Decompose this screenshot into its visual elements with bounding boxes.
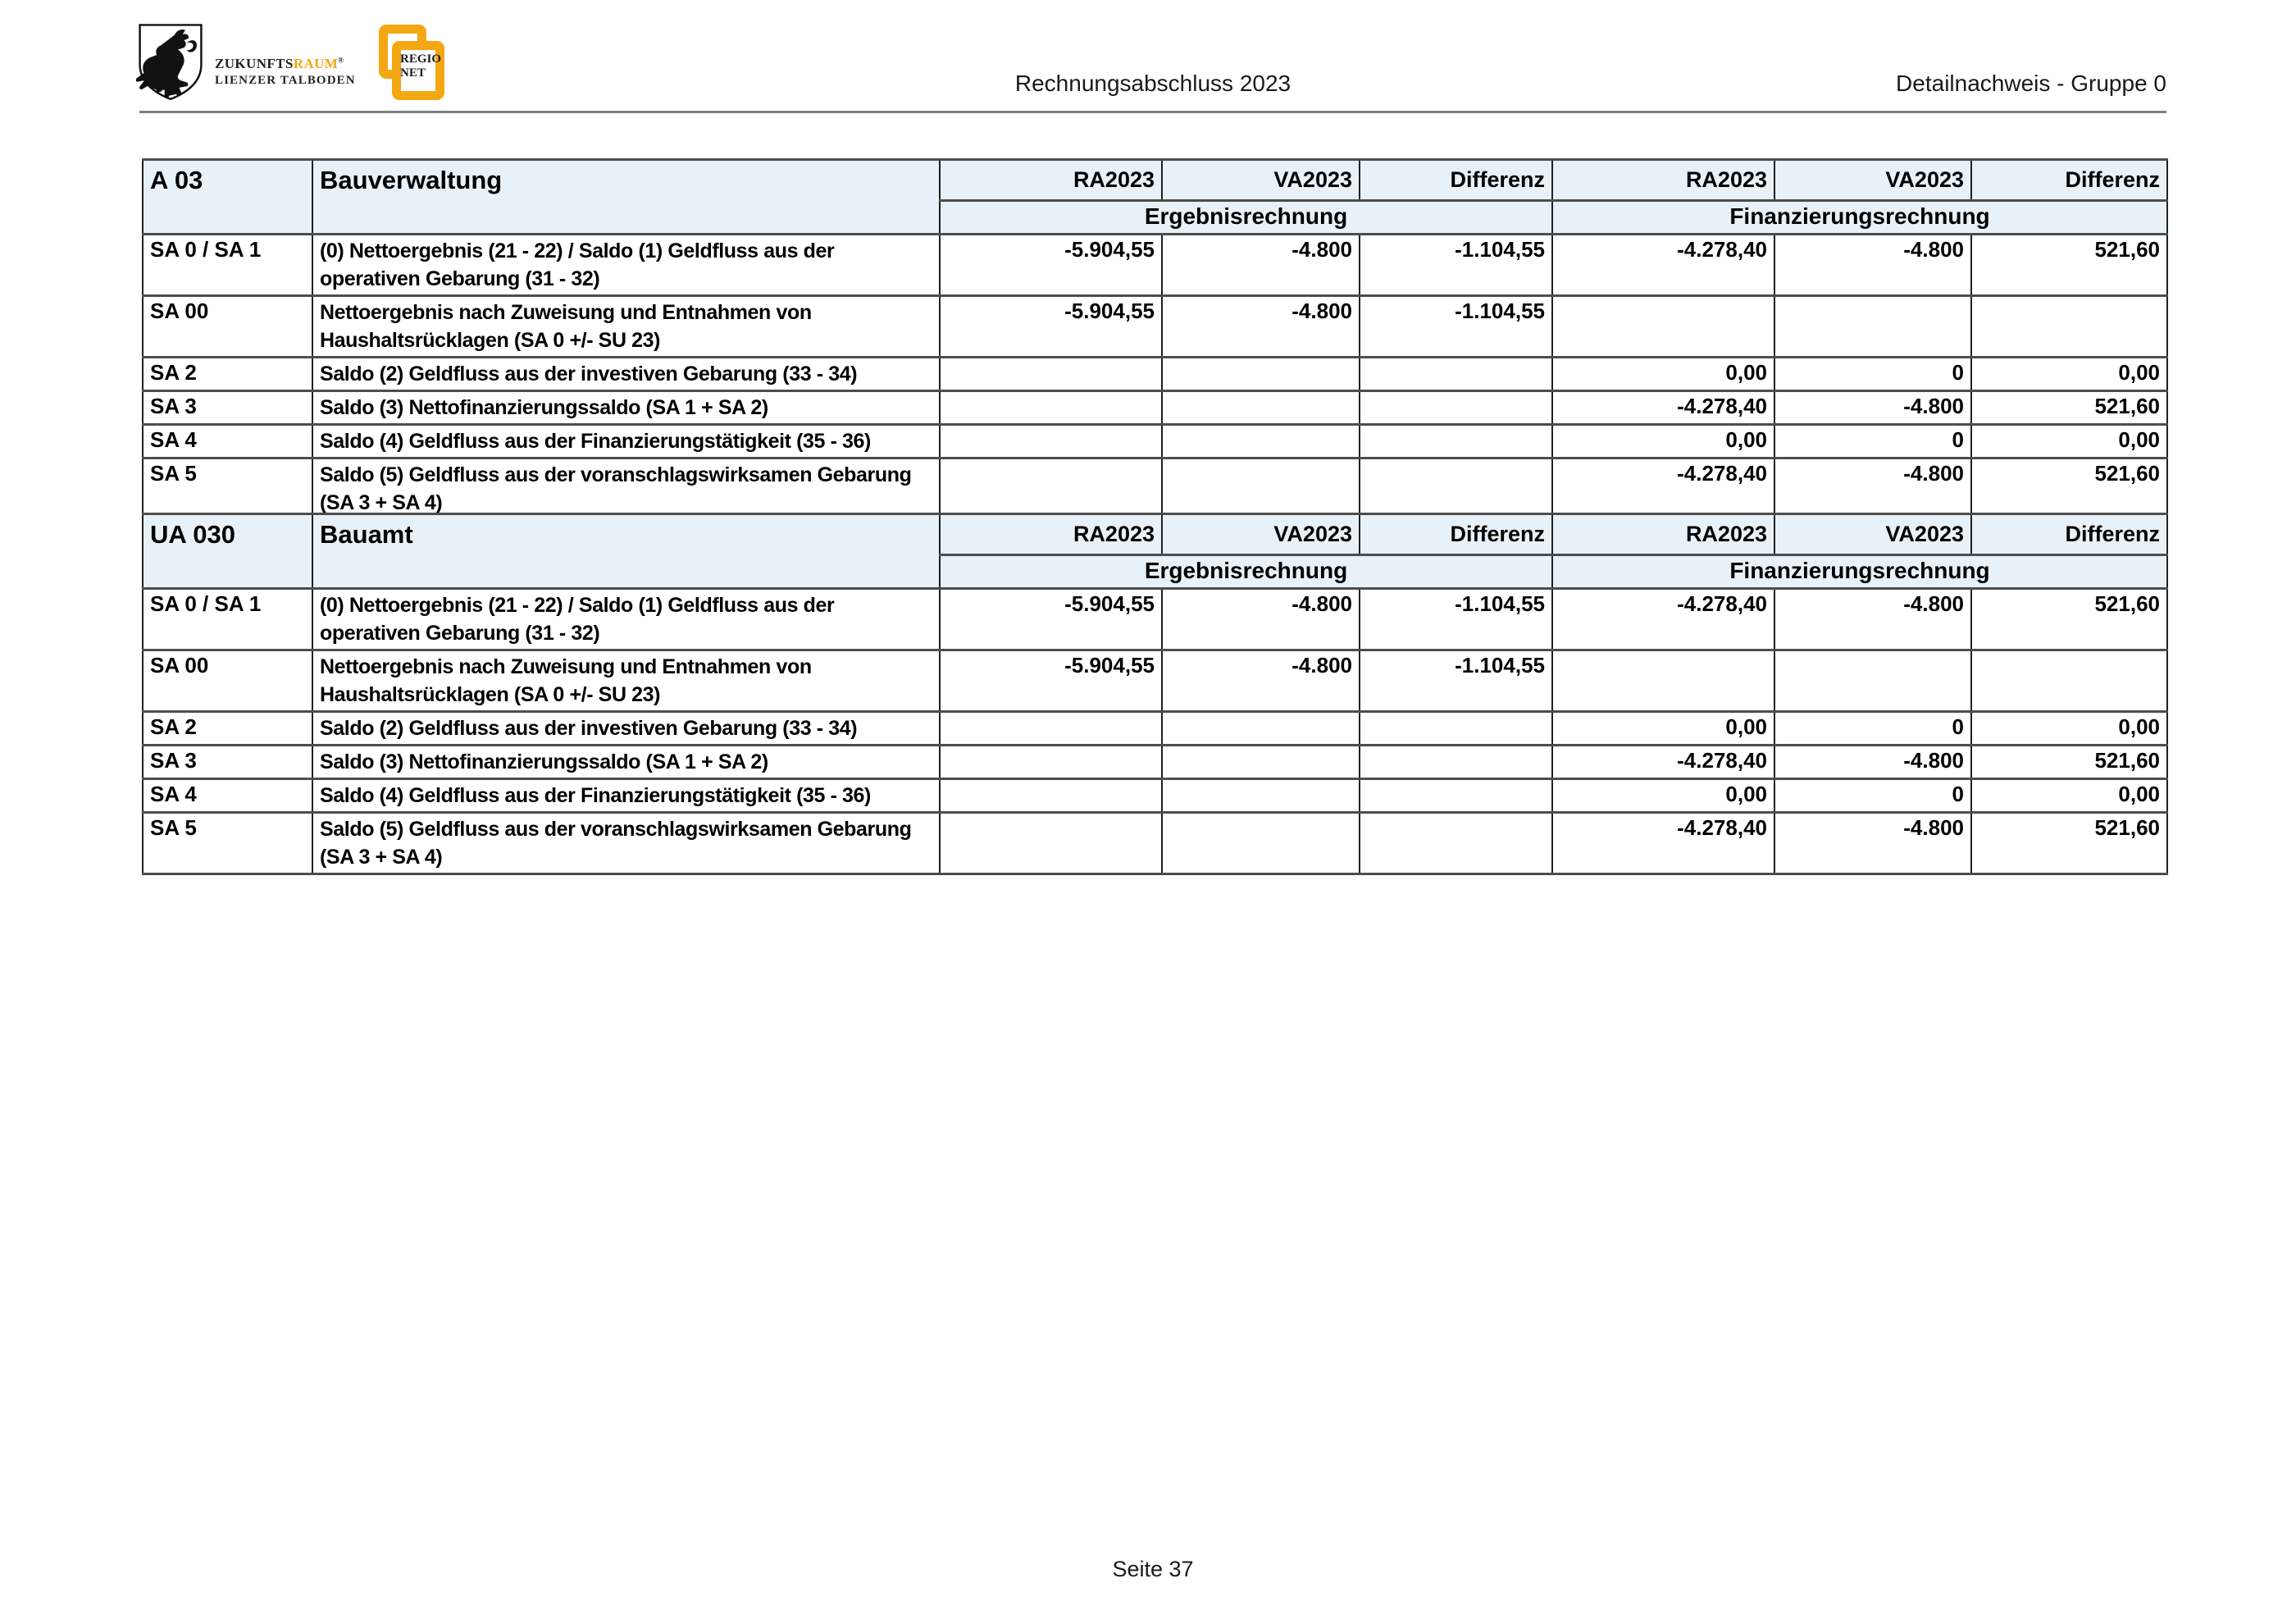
row-value: 521,60 [1971, 589, 2167, 650]
row-code: SA 5 [143, 813, 312, 874]
row-code: SA 4 [143, 779, 312, 813]
group-header-ergebnis: Ergebnisrechnung [940, 555, 1552, 589]
row-value: 521,60 [1971, 235, 2167, 296]
table-row [143, 746, 2167, 779]
row-value [940, 391, 1162, 425]
row-desc: Saldo (2) Geldfluss aus der investiven Gebarung (33 - 34) [312, 358, 940, 391]
col-header: RA2023 [940, 514, 1162, 555]
row-value [940, 779, 1162, 813]
row-value: -5.904,55 [940, 296, 1162, 358]
row-value: -4.800 [1162, 650, 1360, 712]
row-value [1162, 391, 1360, 425]
row-desc: Saldo (4) Geldfluss aus der Finanzierungstätigkeit (35 - 36) [312, 425, 940, 458]
col-header: Differenz [1360, 514, 1552, 555]
group-header-finanzierung: Finanzierungsrechnung [1552, 201, 2167, 235]
detail-table-ua030 [142, 513, 2168, 875]
group-code: A 03 [143, 160, 312, 235]
col-header: VA2023 [1162, 514, 1360, 555]
brand-orange: RAUM [293, 56, 339, 71]
row-value: 0 [1774, 712, 1971, 746]
row-value: -1.104,55 [1360, 235, 1552, 296]
group-title: Bauamt [312, 514, 940, 589]
regionet-line2: NET [400, 66, 426, 80]
row-value: 0 [1774, 779, 1971, 813]
brand-line1 [215, 56, 356, 72]
brand-reg-mark: ® [338, 56, 344, 65]
col-header: VA2023 [1774, 160, 1971, 201]
table-row [143, 813, 2167, 874]
row-value [940, 712, 1162, 746]
row-value: -5.904,55 [940, 589, 1162, 650]
detail-table-a03 [142, 158, 2168, 521]
col-header: RA2023 [1552, 160, 1774, 201]
row-value [940, 458, 1162, 520]
row-value: -4.800 [1162, 235, 1360, 296]
row-code: SA 00 [143, 650, 312, 712]
row-desc: Saldo (4) Geldfluss aus der Finanzierungstätigkeit (35 - 36) [312, 779, 940, 813]
table-row [143, 425, 2167, 458]
row-value: 0,00 [1971, 358, 2167, 391]
row-value: -1.104,55 [1360, 589, 1552, 650]
row-value [1360, 746, 1552, 779]
row-value [940, 358, 1162, 391]
col-header: VA2023 [1162, 160, 1360, 201]
row-value [1360, 358, 1552, 391]
row-desc: (0) Nettoergebnis (21 - 22) / Saldo (1) Geldfluss aus der operativen Gebarung (31 - 32) [312, 589, 940, 650]
row-value [1162, 458, 1360, 520]
row-value: -4.278,40 [1552, 813, 1774, 874]
row-value: -4.800 [1774, 589, 1971, 650]
section-title: Detailnachweis - Gruppe 0 [1896, 71, 2166, 96]
row-value: 0,00 [1971, 425, 2167, 458]
brand-black: ZUKUNFTS [215, 56, 294, 71]
table-row [143, 589, 2167, 650]
row-value: 521,60 [1971, 813, 2167, 874]
row-value: 0,00 [1552, 358, 1774, 391]
row-code: SA 0 / SA 1 [143, 235, 312, 296]
row-value [1360, 391, 1552, 425]
row-value [1162, 779, 1360, 813]
row-value [940, 425, 1162, 458]
table-ua030-wrapper [142, 513, 2166, 875]
row-value: -4.278,40 [1552, 746, 1774, 779]
row-desc: Saldo (3) Nettofinanzierungssaldo (SA 1 + SA 2) [312, 391, 940, 425]
group-header-finanzierung: Finanzierungsrechnung [1552, 555, 2167, 589]
row-code: SA 3 [143, 391, 312, 425]
row-value [1774, 296, 1971, 358]
row-desc: Saldo (5) Geldfluss aus der voranschlagswirksamen Gebarung (SA 3 + SA 4) [312, 813, 940, 874]
row-value: -4.278,40 [1552, 391, 1774, 425]
row-code: SA 00 [143, 296, 312, 358]
row-desc: (0) Nettoergebnis (21 - 22) / Saldo (1) Geldfluss aus der operativen Gebarung (31 - 32) [312, 235, 940, 296]
regionet-label [400, 52, 441, 80]
row-value: 0 [1774, 425, 1971, 458]
row-value: 521,60 [1971, 458, 2167, 520]
row-value: -4.800 [1162, 589, 1360, 650]
row-value: -4.278,40 [1552, 458, 1774, 520]
page-number: Seite 37 [1112, 1557, 1194, 1581]
row-value [1360, 425, 1552, 458]
brand-subline: LIENZER TALBODEN [215, 74, 356, 87]
row-value: 0 [1774, 358, 1971, 391]
table-row [143, 712, 2167, 746]
row-desc: Saldo (2) Geldfluss aus der investiven Gebarung (33 - 34) [312, 712, 940, 746]
row-code: SA 3 [143, 746, 312, 779]
document-title: Rechnungsabschluss 2023 [1014, 71, 1292, 96]
row-value: -5.904,55 [940, 650, 1162, 712]
row-value: -4.278,40 [1552, 589, 1774, 650]
table-a03-wrapper [142, 158, 2166, 521]
row-value [1162, 746, 1360, 779]
row-value: 521,60 [1971, 746, 2167, 779]
table-row [143, 650, 2167, 712]
row-code: SA 0 / SA 1 [143, 589, 312, 650]
row-value [940, 813, 1162, 874]
row-value: 0,00 [1971, 712, 2167, 746]
row-value: 0,00 [1552, 425, 1774, 458]
row-value: -1.104,55 [1360, 296, 1552, 358]
row-value [1360, 779, 1552, 813]
table-row [143, 296, 2167, 358]
row-value: -4.800 [1774, 391, 1971, 425]
col-header: RA2023 [1552, 514, 1774, 555]
row-value: -4.800 [1774, 746, 1971, 779]
row-value [1162, 425, 1360, 458]
row-value: 0,00 [1552, 712, 1774, 746]
row-value: -4.800 [1774, 458, 1971, 520]
group-header-ergebnis: Ergebnisrechnung [940, 201, 1552, 235]
row-desc: Saldo (3) Nettofinanzierungssaldo (SA 1 + SA 2) [312, 746, 940, 779]
row-value: -5.904,55 [940, 235, 1162, 296]
row-value: -4.800 [1774, 813, 1971, 874]
header-rule [139, 111, 2166, 113]
regionet-line1: REGIO [400, 52, 442, 66]
table-row [143, 235, 2167, 296]
col-header: VA2023 [1774, 514, 1971, 555]
group-title: Bauverwaltung [312, 160, 940, 235]
col-header: Differenz [1360, 160, 1552, 201]
row-desc: Nettoergebnis nach Zuweisung und Entnahmen von Haushaltsrücklagen (SA 0 +/- SU 23) [312, 296, 940, 358]
row-code: SA 5 [143, 458, 312, 520]
row-value: 0,00 [1971, 779, 2167, 813]
row-value [940, 746, 1162, 779]
row-value: -4.800 [1774, 235, 1971, 296]
table-row [143, 358, 2167, 391]
col-header: Differenz [1971, 514, 2167, 555]
row-value: -1.104,55 [1360, 650, 1552, 712]
row-value [1971, 650, 2167, 712]
table-row [143, 779, 2167, 813]
row-value [1774, 650, 1971, 712]
row-value [1162, 712, 1360, 746]
row-value: 521,60 [1971, 391, 2167, 425]
row-desc: Saldo (5) Geldfluss aus der voranschlagswirksamen Gebarung (SA 3 + SA 4) [312, 458, 940, 520]
row-value: -4.800 [1162, 296, 1360, 358]
row-code: SA 2 [143, 712, 312, 746]
row-code: SA 4 [143, 425, 312, 458]
table-row [143, 458, 2167, 520]
row-value [1552, 650, 1774, 712]
row-desc: Nettoergebnis nach Zuweisung und Entnahmen von Haushaltsrücklagen (SA 0 +/- SU 23) [312, 650, 940, 712]
row-value [1360, 813, 1552, 874]
row-code: SA 2 [143, 358, 312, 391]
row-value [1162, 813, 1360, 874]
table-row [143, 391, 2167, 425]
col-header: RA2023 [940, 160, 1162, 201]
group-code: UA 030 [143, 514, 312, 589]
row-value: -4.278,40 [1552, 235, 1774, 296]
row-value [1360, 712, 1552, 746]
row-value [1360, 458, 1552, 520]
row-value [1971, 296, 2167, 358]
col-header: Differenz [1971, 160, 2167, 201]
row-value [1552, 296, 1774, 358]
row-value [1162, 358, 1360, 391]
row-value: 0,00 [1552, 779, 1774, 813]
